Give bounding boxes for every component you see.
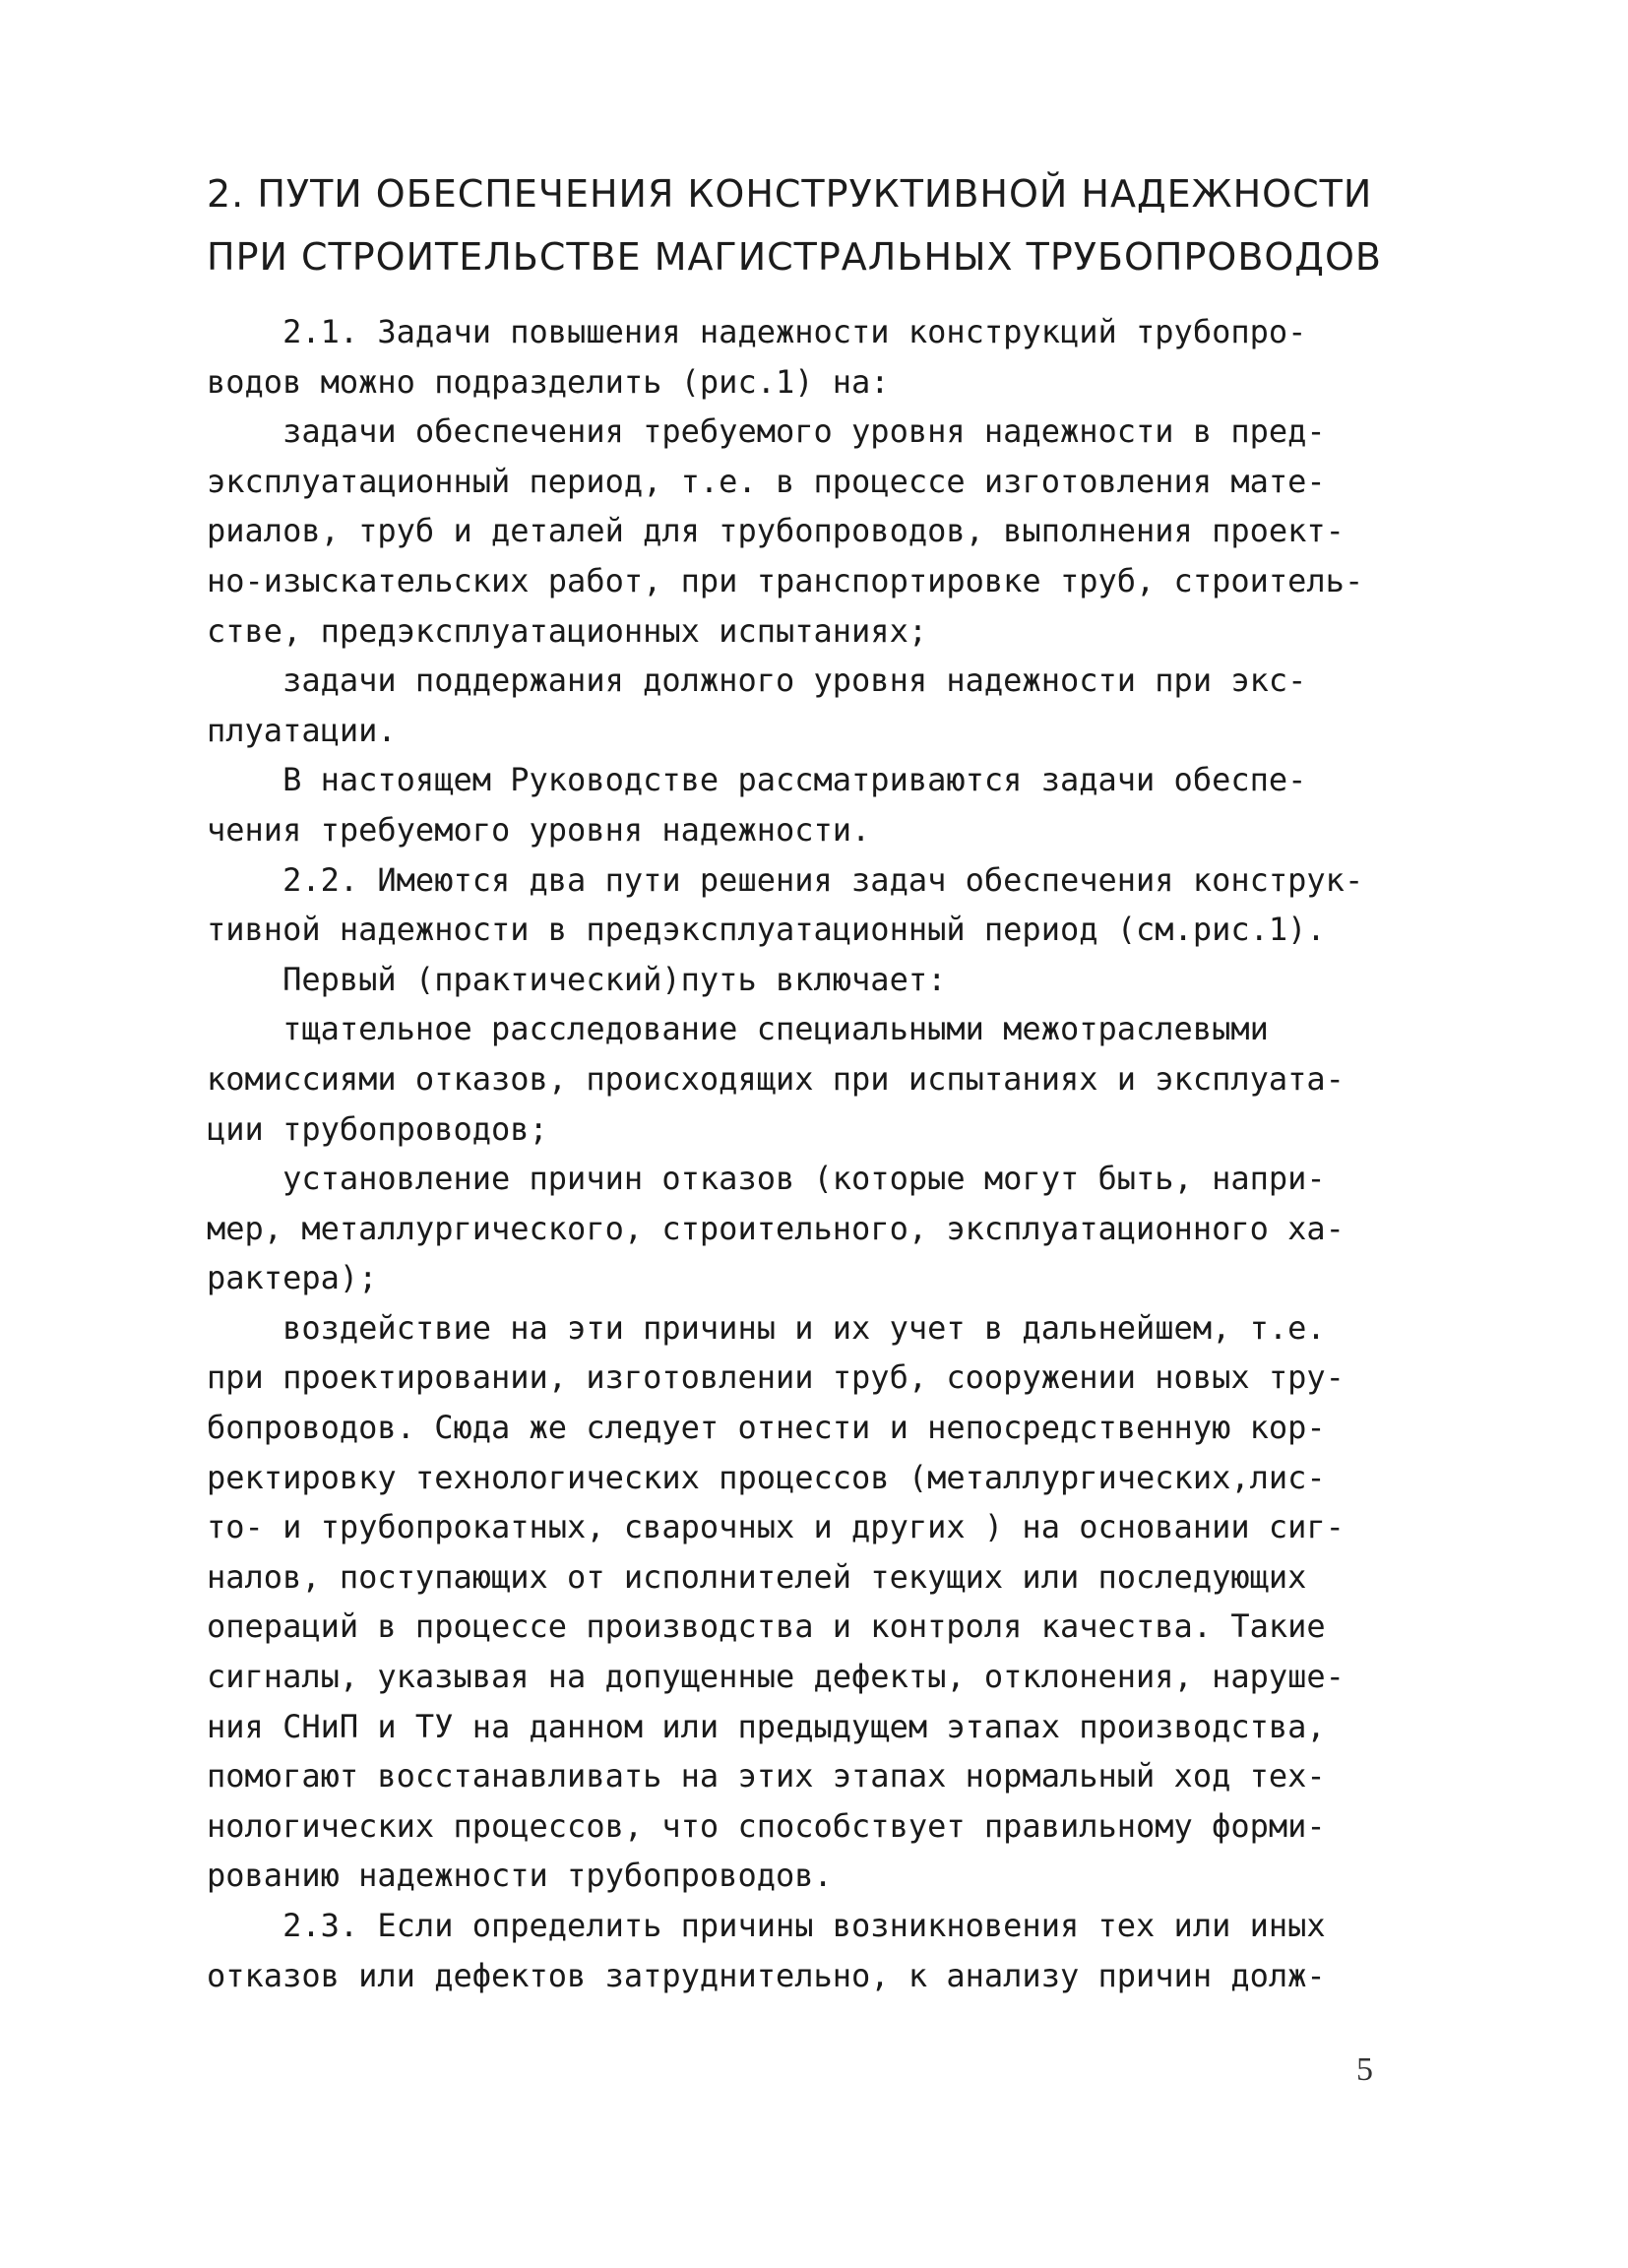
body-line: комиссиями отказов, происходящих при испытаниях и эксплуата-	[207, 1059, 1345, 1098]
body-line: но-изыскательских работ, при транспортировке труб, строитель-	[207, 561, 1364, 599]
body-text	[207, 307, 1427, 2000]
body-line: задачи обеспечения требуемого уровня надежности в пред-	[207, 412, 1326, 451]
body-line: нологических процессов, что способствует правильному форми-	[207, 1806, 1326, 1845]
body-line: бопроводов. Сюда же следует отнести и непосредственную кор-	[207, 1409, 1326, 1447]
body-line: при проектировании, изготовлении труб, сооружении новых тру-	[207, 1358, 1345, 1397]
body-line: стве, предэксплуатационных испытаниях;	[207, 611, 928, 650]
body-line: мер, металлургического, строительного, эксплуатационного ха-	[207, 1209, 1345, 1247]
body-line: тщательное расследование специальными межотраслевыми	[207, 1010, 1269, 1048]
body-line: 2.3. Если определить причины возникновения тех или иных	[207, 1907, 1326, 1944]
body-line: риалов, труб и деталей для трубопроводов, выполнения проект-	[207, 512, 1345, 550]
body-line: задачи поддержания должного уровня надежности при экс-	[207, 662, 1307, 700]
body-line: налов, поступающих от исполнителей текущих или последующих	[207, 1557, 1307, 1596]
body-line: В настоящем Руководстве рассматриваются задачи обеспе-	[207, 761, 1307, 799]
body-line: воздействие на эти причины и их учет в дальнейшем, т.е.	[207, 1308, 1326, 1347]
body-line: Первый (практический)путь включает:	[207, 960, 947, 998]
section-heading-line-1: 2. ПУТИ ОБЕСПЕЧЕНИЯ КОНСТРУКТИВНОЙ НАДЕЖНОСТИ	[207, 172, 1373, 216]
body-line: эксплуатационный период, т.е. в процессе изготовления мате-	[207, 462, 1326, 500]
body-line: то- и трубопрокатных, сварочных и других ) на основании сиг-	[207, 1508, 1345, 1546]
body-line: рактера);	[207, 1259, 378, 1297]
body-line: сигналы, указывая на допущенные дефекты, отклонения, наруше-	[207, 1658, 1345, 1696]
body-line: тивной надежности в предэксплуатационный период (см.рис.1).	[207, 911, 1326, 949]
body-line: помогают восстанавливать на этих этапах нормальный ход тех-	[207, 1757, 1326, 1796]
body-line: ции трубопроводов;	[207, 1109, 548, 1148]
body-line: ректировку технологических процессов (металлургических,лис-	[207, 1458, 1326, 1496]
body-line: рованию надежности трубопроводов.	[207, 1857, 833, 1895]
body-line: 2.2. Имеются два пути решения задач обеспечения конструк-	[207, 860, 1364, 899]
body-line: 2.1. Задачи повышения надежности конструкций трубопро-	[207, 313, 1307, 350]
page-number: 5	[1356, 2051, 1373, 2088]
section-heading-line-2: ПРИ СТРОИТЕЛЬСТВЕ МАГИСТРАЛЬНЫХ ТРУБОПРОВОДОВ	[207, 235, 1382, 279]
body-line: водов можно подразделить (рис.1) на:	[207, 362, 890, 401]
body-line: чения требуемого уровня надежности.	[207, 810, 871, 849]
body-line: плуатации.	[207, 711, 397, 749]
body-line: операций в процессе производства и контроля качества. Такие	[207, 1607, 1326, 1646]
body-line: ния СНиП и ТУ на данном или предыдущем этапах производства,	[207, 1707, 1326, 1745]
body-line: отказов или дефектов затруднительно, к анализу причин долж-	[207, 1956, 1326, 1994]
section-heading	[207, 162, 1447, 288]
body-line: установление причин отказов (которые могут быть, напри-	[207, 1160, 1326, 1198]
